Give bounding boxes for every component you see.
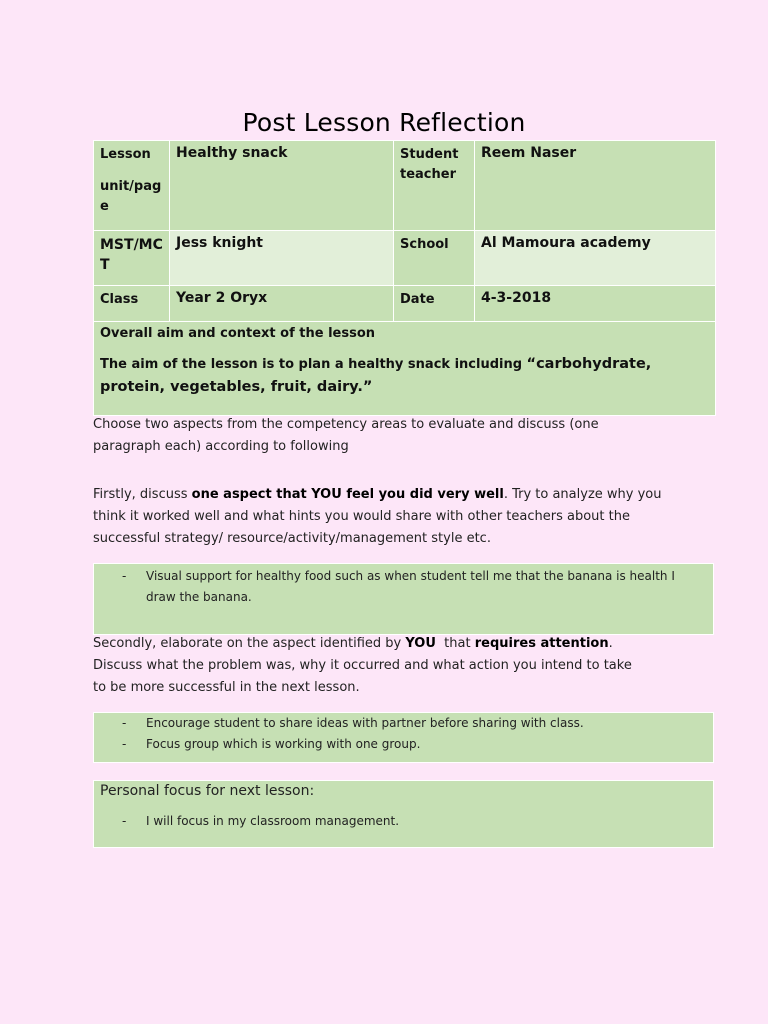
date-label: Date xyxy=(394,286,475,322)
instructions-line: Choose two aspects from the competency areas to evaluate and discuss (one xyxy=(93,417,599,432)
school-label: School xyxy=(394,231,475,286)
page-title: Post Lesson Reflection xyxy=(242,108,526,137)
list-item-text: I will focus in my classroom management. xyxy=(146,814,400,828)
school-value: Al Mamoura academy xyxy=(475,231,716,286)
firstly-prefix: Firstly, discuss xyxy=(93,487,192,502)
student-teacher-label xyxy=(394,141,475,231)
mst-label xyxy=(94,231,170,286)
personal-focus-heading: Personal focus for next lesson: xyxy=(100,783,315,799)
firstly-paragraph xyxy=(93,484,693,550)
secondly-bold-you: YOU xyxy=(405,636,436,651)
bullet-dash: - xyxy=(122,569,127,583)
aim-text-emphasis: “carbohydrate, protein, vegetables, fruit, dairy.” xyxy=(100,356,652,395)
aim-cell xyxy=(94,322,716,416)
personal-focus-box xyxy=(93,780,714,848)
student-teacher-value: Reem Naser xyxy=(475,141,716,231)
mst-label-line: T xyxy=(100,257,110,273)
aim-label: Overall aim and context of the lesson xyxy=(100,326,376,341)
lesson-info-table xyxy=(93,140,716,416)
secondly-paragraph xyxy=(93,633,693,699)
firstly-line: think it worked well and what hints you would share with other teachers about the xyxy=(93,509,630,524)
lesson-label-line: e xyxy=(100,199,109,214)
firstly-line: successful strategy/ resource/activity/management style etc. xyxy=(93,531,491,546)
firstly-suffix: . Try to analyze why you xyxy=(503,487,662,502)
secondly-bold-attention: requires attention xyxy=(474,636,609,651)
aim-text xyxy=(100,353,709,399)
student-teacher-label-line: Student xyxy=(400,147,459,162)
secondly-line xyxy=(93,633,693,655)
secondly-mid: that xyxy=(435,636,475,651)
instructions-line: paragraph each) according to following xyxy=(93,439,349,454)
list-item xyxy=(94,713,713,734)
secondly-line: to be more successful in the next lesson. xyxy=(93,680,360,695)
strength-box xyxy=(93,563,714,635)
firstly-line xyxy=(93,484,693,506)
mst-label-line: MST/MC xyxy=(100,237,163,253)
date-value: 4-3-2018 xyxy=(475,286,716,322)
aim-text-prefix: The aim of the lesson is to plan a healthy snack including xyxy=(100,357,527,372)
list-item xyxy=(94,811,713,832)
list-item-line: Visual support for healthy food such as when student tell me that the banana is health I xyxy=(146,569,675,583)
bullet-dash: - xyxy=(122,737,127,751)
mst-value: Jess knight xyxy=(170,231,394,286)
secondly-line: Discuss what the problem was, why it occurred and what action you intend to take xyxy=(93,658,632,673)
list-item-text: Focus group which is working with one group. xyxy=(146,737,421,751)
lesson-unit-label xyxy=(94,141,170,231)
secondly-suffix: . xyxy=(608,636,613,651)
class-label: Class xyxy=(94,286,170,322)
lesson-label-line: Lesson xyxy=(100,147,151,162)
attention-box xyxy=(93,712,714,763)
lesson-label-line: unit/pag xyxy=(100,179,162,194)
firstly-bold: one aspect that YOU feel you did very well xyxy=(191,487,504,502)
list-item xyxy=(94,566,713,608)
class-value: Year 2 Oryx xyxy=(170,286,394,322)
bullet-dash: - xyxy=(122,716,127,730)
lesson-unit-value: Healthy snack xyxy=(170,141,394,231)
bullet-dash: - xyxy=(122,814,127,828)
instructions-paragraph xyxy=(93,414,673,458)
student-teacher-label-line: teacher xyxy=(400,167,456,182)
secondly-prefix: Secondly, elaborate on the aspect identified by xyxy=(93,636,406,651)
list-item xyxy=(94,734,713,755)
list-item-text: Encourage student to share ideas with partner before sharing with class. xyxy=(146,716,584,730)
list-item-line: draw the banana. xyxy=(146,590,252,604)
